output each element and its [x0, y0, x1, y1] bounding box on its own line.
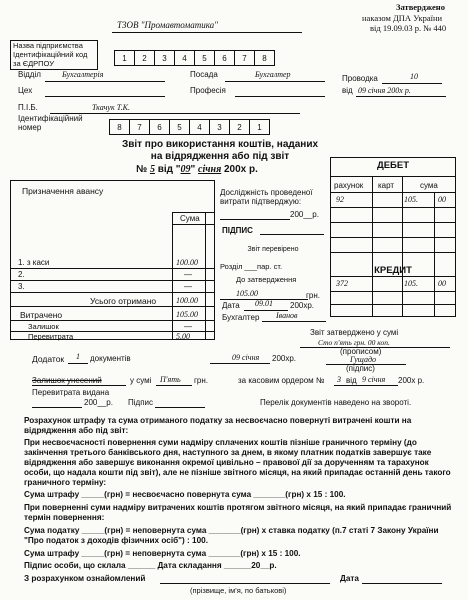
- position-value: Бухгалтер: [255, 70, 291, 79]
- position-line: [225, 81, 325, 82]
- approval-date: від 19.09.03 р. № 440: [370, 23, 447, 33]
- row-label-over: Перевитрата: [28, 332, 74, 341]
- calc-intro: Розрахунок штрафу та сума отриманого податку за несвоєчасно повернуті витрачені кошти на відрядження або під звіт:: [24, 416, 412, 435]
- profession-label: Професія: [190, 86, 226, 95]
- remainder-sum-label: у сумі: [130, 376, 152, 385]
- debit-vline-3: [434, 192, 435, 317]
- debit-row-line: [330, 207, 456, 208]
- row-value-3: —: [184, 282, 192, 291]
- debit-header-line: [330, 176, 456, 177]
- familiar-label: З розрахунком ознайомлений: [24, 574, 146, 583]
- report-title-line1: Звіт про використання коштів, наданих: [121, 139, 319, 150]
- accountant-label: Бухгалтер: [222, 313, 260, 322]
- approve-amount: 105.00: [236, 289, 258, 298]
- code-digit: 5: [194, 50, 215, 66]
- posting-line: [382, 83, 442, 84]
- order-label: за касовим ордером №: [238, 376, 325, 385]
- familiar-note: (прізвище, ім'я, по батькові): [190, 586, 287, 595]
- credit-row-line: [330, 291, 456, 292]
- approved-sign-note: (підпис): [346, 364, 375, 373]
- accountant-line: [262, 321, 326, 322]
- row-value-total: 100.00: [176, 296, 198, 305]
- order-year: 200х р.: [398, 376, 425, 385]
- sum-header-top: [172, 212, 215, 213]
- approval-order: наказом ДПА України: [362, 13, 443, 23]
- posting-label: Проводка: [342, 74, 378, 83]
- credit-account: 372: [336, 279, 348, 288]
- person-value: Ткачук Т.К.: [92, 103, 130, 112]
- dept-label: Відділ: [18, 70, 41, 79]
- dept-value: Бухгалтерія: [62, 70, 104, 79]
- approved-date: 09 січня: [232, 353, 260, 362]
- row-line-2: [10, 280, 215, 281]
- debit-sum: 105.: [404, 195, 418, 204]
- debit-col-account: рахунок: [334, 181, 364, 190]
- debit-kop: 00: [438, 195, 446, 204]
- order-number: 3: [337, 375, 341, 384]
- remainder-sum: П'ять: [160, 375, 181, 384]
- id-digit: 3: [209, 119, 230, 135]
- purpose-label: Призначення авансу: [22, 186, 104, 196]
- accountant-value: Іванов: [276, 311, 298, 320]
- row-value-remain: —: [184, 322, 192, 331]
- approved-value: Сто п'ять грн. 00 коп.: [318, 338, 390, 347]
- date-label: Дата: [222, 301, 240, 310]
- debit-vline-1: [372, 176, 373, 317]
- credit-row-line2: [330, 304, 456, 305]
- overspend-label: Перевитрата видана: [32, 388, 110, 397]
- id-digit: 1: [249, 119, 270, 135]
- id-digit: 6: [149, 119, 170, 135]
- section-label: Розділ ___пар. ст.: [220, 262, 283, 271]
- sign-label: ПІДПИС: [222, 226, 253, 235]
- id-digit: 5: [169, 119, 190, 135]
- row-value-over: 5.00: [176, 332, 190, 341]
- report-month: січня: [198, 164, 222, 175]
- remainder-label: Залишок унесений: [32, 376, 102, 385]
- debit-col-card: карт: [378, 181, 395, 190]
- shop-line: [45, 96, 165, 97]
- approved-sign: Гущадо: [350, 355, 377, 364]
- report-day: 09: [180, 164, 191, 175]
- id-digit: 2: [229, 119, 250, 135]
- checked-label: Звіт перевірено: [247, 246, 299, 253]
- code-digit: 6: [214, 50, 235, 66]
- formula-tax: Сума податку _____(грн) = неповернута сума _______(грн) х ставка податку (п.7 статі 7 Закону України "Про податок з доходів фізичних осіб") : 100.: [24, 526, 439, 545]
- profession-line: [235, 96, 325, 97]
- overspend-sign-label: Підпис: [128, 398, 153, 407]
- row-value-1: 100.00: [176, 258, 198, 267]
- code-digit: 4: [174, 50, 195, 66]
- order-date: 9 січня: [362, 375, 386, 384]
- calc-rule-month: При поверненні суми надміру витрачених коштів протягом звітного місяця, на який припадає граничний термін повернення:: [24, 503, 452, 522]
- remainder-line: [32, 385, 126, 386]
- calc-rule-late: При несвоєчасності повернення суми надміру сплачених коштів пізніше граничного терміну (до закінчення третього банківського дня, наступного за днем, в якому платник податків завершує таке відрядження або завершує виконання окремої цивільно – правової дії за дорученням та тарахунок особи, що надала кошти під звіт), але не пізніше звітного місяця, на який припадає останній день такого граничного терміну:: [24, 438, 451, 487]
- composer-sign-line: Підпис особи, що склала ______ Дата складання ______20__р.: [24, 561, 277, 570]
- sum-header-line: [172, 224, 215, 225]
- code-digit: 2: [134, 50, 155, 66]
- code-digit: 3: [154, 50, 175, 66]
- row-line-3: [10, 292, 215, 293]
- company-name: ТЗОВ "Промавтоматика": [117, 20, 218, 30]
- posting-number: 10: [410, 72, 418, 81]
- overspend-sign-line: [155, 407, 205, 408]
- code-digit: 7: [234, 50, 255, 66]
- remainder-grn: грн.: [194, 376, 209, 385]
- posting-date-label: від: [342, 86, 353, 95]
- overspend-date-line: [32, 407, 82, 408]
- approve-label: До затвердження: [236, 275, 297, 284]
- overspend-date: 200__р.: [84, 398, 113, 407]
- code-digit: 1: [114, 50, 135, 66]
- debit-header: ДЕБЕТ: [376, 160, 410, 171]
- attach-count: 1: [76, 352, 80, 361]
- attach-suffix: документів: [90, 354, 131, 363]
- credit-header-line: [330, 276, 456, 277]
- report-year: 200х р.: [224, 164, 258, 175]
- row-label-2: 2.: [18, 270, 25, 279]
- num-prefix: №: [136, 164, 148, 175]
- sum-header: Сума: [180, 214, 200, 223]
- row-line-1: [10, 268, 215, 269]
- familiar-date-label: Дата: [340, 574, 359, 583]
- debit-account: 92: [336, 195, 344, 204]
- shop-label: Цех: [18, 86, 33, 95]
- row-label-1: 1. з каси: [18, 258, 50, 267]
- familiar-line: [160, 583, 330, 584]
- company-name-line: [112, 32, 302, 33]
- row-label-remain: Залишок: [28, 322, 59, 331]
- docs-confirm: Досліджність проведеної витрати підтверджую:: [220, 188, 313, 206]
- report-number-line: [136, 164, 258, 175]
- familiar-date-line: [362, 583, 442, 584]
- person-id-label: Ідентифікаційний номер: [18, 114, 83, 132]
- from-label: від ": [157, 164, 181, 175]
- order-line: [334, 385, 398, 386]
- approved-label: Звіт затверджено у сумі: [310, 328, 399, 337]
- person-id-cells: [110, 119, 270, 135]
- credit-header: КРЕДИТ: [374, 265, 412, 276]
- debit-row-line4: [330, 252, 456, 253]
- credit-kop: 00: [438, 279, 446, 288]
- row-label-3: 3.: [18, 282, 25, 291]
- debit-row-line3: [330, 237, 456, 238]
- row-value-spent: 105.00: [176, 310, 198, 319]
- doc-list-note: Перелік документів наведено на звороті.: [260, 398, 412, 407]
- approval-title: Затверджено: [396, 2, 445, 12]
- report-number: 5: [149, 164, 155, 175]
- id-digit: 7: [129, 119, 150, 135]
- date-value: 09.01: [255, 299, 273, 308]
- id-digit: 4: [189, 119, 210, 135]
- approved-words-note: (прописом): [340, 347, 382, 356]
- approved-date-line: [210, 363, 270, 364]
- approve-grn: грн.: [306, 291, 321, 300]
- quote: ": [190, 164, 196, 175]
- order-from: від: [346, 376, 357, 385]
- docs-date-line: [220, 219, 290, 220]
- code-digit: 8: [254, 50, 275, 66]
- debit-col-sum: сума: [420, 181, 438, 190]
- row-line-4: [10, 306, 215, 307]
- docs-date: 200__р.: [290, 210, 319, 219]
- posting-date-value: 09 січня 200х р.: [358, 86, 411, 95]
- sign-line: [260, 234, 324, 235]
- report-title-line2: на відрядження або під звіт: [150, 151, 290, 162]
- attach-line: [68, 363, 88, 364]
- formula-fine-1: Сума штрафу _____(грн) = несвоєчасно повернута сума _______(грн) х 15 : 100.: [24, 490, 346, 499]
- date-suffix: 200хр.: [290, 301, 315, 310]
- formula-fine-2: Сума штрафу _____(грн) = неповернута сума _______(грн) х 15 : 100.: [24, 549, 301, 558]
- row-value-2: —: [184, 270, 192, 279]
- person-label: П.І.Б.: [18, 103, 38, 112]
- row-line-5: [10, 320, 215, 321]
- approved-date-suffix: 200хр.: [272, 354, 297, 363]
- company-label: Назва підприємства Ідентифікаційний код за ЄДРПОУ: [13, 41, 88, 68]
- attach-label: Додаток: [32, 354, 65, 364]
- debit-vline-2: [402, 176, 403, 317]
- company-code-cells: [115, 50, 275, 66]
- debit-row-line2: [330, 222, 456, 223]
- dept-line: [45, 81, 165, 82]
- position-label: Посада: [190, 70, 218, 79]
- row-label-total: Усього отримано: [90, 296, 157, 306]
- remainder-sum-line: [156, 385, 192, 386]
- credit-sum: 105.: [404, 279, 418, 288]
- debit-cols-line: [330, 192, 456, 193]
- posting-date-line: [356, 96, 446, 97]
- row-label-spent: Витрачено: [20, 310, 63, 320]
- id-digit: 8: [109, 119, 130, 135]
